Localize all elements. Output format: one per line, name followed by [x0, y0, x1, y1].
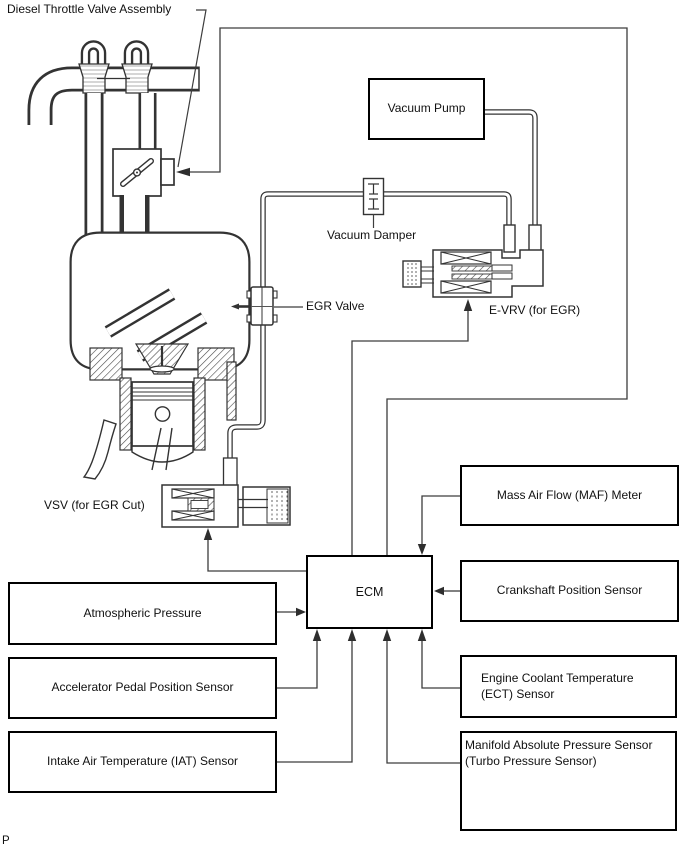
iat-sensor-label: Intake Air Temperature (IAT) Sensor	[47, 754, 238, 769]
vsv-label: VSV (for EGR Cut)	[44, 498, 145, 512]
engine-cutaway	[40, 45, 246, 479]
arrow-iat	[348, 629, 356, 641]
box-atmospheric-pressure	[8, 582, 277, 645]
atmospheric-pressure-label: Atmospheric Pressure	[83, 605, 202, 620]
piston	[132, 382, 193, 470]
egr-valve-label: EGR Valve	[306, 299, 365, 313]
box-accelerator-pedal-position-sensor	[8, 657, 277, 719]
arrow-to-evrv	[464, 299, 472, 311]
map-line1: Manifold Absolute Pressure Sensor	[465, 738, 653, 752]
box-crankshaft-position-sensor	[460, 560, 679, 622]
box-intake-air-temperature-sensor	[8, 731, 277, 793]
box-manifold-absolute-pressure-sensor	[460, 731, 677, 831]
arrow-map	[383, 629, 391, 641]
diesel-throttle-valve-assembly-label: Diesel Throttle Valve Assembly	[7, 2, 172, 16]
e-vrv-label: E-VRV (for EGR)	[489, 303, 581, 317]
arrow-maf	[418, 544, 426, 555]
accelerator-pedal-label: Accelerator Pedal Position Sensor	[51, 680, 234, 695]
vsv-icon	[162, 485, 290, 527]
arrow-ckp	[434, 587, 444, 595]
vacuum-damper-label: Vacuum Damper	[327, 228, 417, 242]
vacuum-damper-icon	[364, 179, 384, 229]
crankshaft-sensor-label: Crankshaft Position Sensor	[496, 583, 643, 598]
map-sensor-label	[465, 738, 652, 769]
page-marker: P	[2, 835, 10, 847]
arrow-to-throttle	[176, 168, 190, 176]
arrow-to-vsv	[204, 528, 212, 540]
vacuum-pump-box	[368, 78, 485, 140]
ecm-label: ECM	[355, 584, 384, 599]
box-engine-coolant-temperature-sensor	[460, 655, 677, 718]
e-vrv-icon	[403, 225, 543, 297]
throttle-valve-icon	[113, 149, 174, 196]
ect-line1: Engine Coolant Temperature	[481, 670, 634, 685]
maf-meter-label: Mass Air Flow (MAF) Meter	[496, 487, 643, 502]
ect-line2: (ECT) Sensor	[481, 686, 555, 701]
arrow-accel	[313, 629, 321, 641]
vacuum-pump-label: Vacuum Pump	[387, 101, 466, 116]
ect-sensor-label	[481, 671, 634, 702]
ecm-box	[306, 555, 433, 629]
arrow-to-ecm-left	[296, 608, 306, 616]
map-line2: (Turbo Pressure Sensor)	[465, 753, 597, 768]
box-mass-air-flow-meter	[460, 465, 679, 526]
arrow-ect	[418, 629, 426, 641]
